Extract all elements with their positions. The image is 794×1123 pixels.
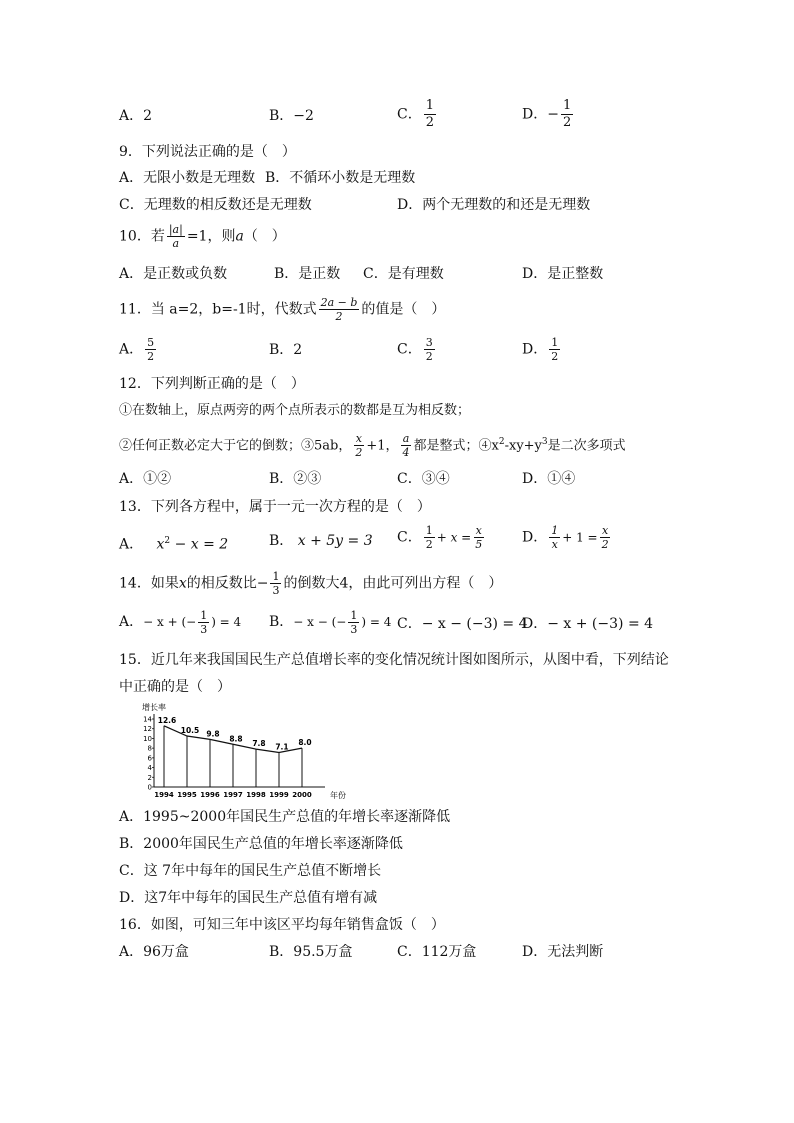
q12-option-a: A．①② bbox=[119, 471, 172, 487]
q16-option-c: C．112万盒 bbox=[397, 944, 477, 960]
option-label: B． bbox=[269, 614, 294, 630]
fraction bbox=[424, 98, 436, 131]
q13-stem: 13．下列各方程中，属于一元一次方程的是（ ） bbox=[119, 499, 431, 515]
q11-option-c bbox=[397, 336, 437, 363]
q13-option-b bbox=[269, 531, 373, 551]
equation: x + 5y = 3 bbox=[297, 533, 373, 549]
minus-sign: − bbox=[256, 575, 269, 592]
fraction bbox=[401, 432, 412, 459]
stem-suffix: 的倒数大4，由此可列出方程（ ） bbox=[283, 575, 503, 592]
exponent: 2 bbox=[498, 437, 505, 447]
q14-option-d: D．− x + (−3) = 4 bbox=[522, 616, 654, 632]
q11-stem bbox=[119, 296, 445, 323]
equation: + 1 = bbox=[562, 530, 598, 545]
fraction bbox=[198, 609, 209, 636]
equation: − x + (− bbox=[143, 615, 197, 629]
fraction bbox=[424, 336, 435, 363]
fraction-denominator: 3 bbox=[200, 623, 208, 636]
q9-option-c: C．无理数的相反数还是无理数 bbox=[119, 197, 312, 213]
fraction bbox=[353, 432, 364, 459]
fraction-numerator: 1 bbox=[551, 524, 559, 537]
answer-paren: （ ） bbox=[243, 228, 286, 245]
q13-option-a: A． $x^2 - x = 2$ bbox=[119, 536, 229, 553]
growth-rate-chart bbox=[140, 700, 355, 805]
stem-prefix: 11．当 a=2，b=-1时，代数式 bbox=[119, 301, 317, 318]
option-value: −2 bbox=[293, 108, 314, 124]
q12-option-c: C．③④ bbox=[397, 471, 450, 487]
y-tick-label: 2 bbox=[147, 773, 152, 782]
q16-stem: 16．如图，可知三年中该区平均每年销售盒饭（ ） bbox=[119, 917, 445, 933]
q16-option-d: D．无法判断 bbox=[522, 944, 604, 960]
data-label: 12.6 bbox=[157, 715, 177, 725]
q14-stem bbox=[119, 570, 502, 597]
fraction-denominator: 2 bbox=[425, 350, 433, 363]
option-label: A． bbox=[119, 614, 144, 630]
y-axis-label: 增长率 bbox=[142, 703, 166, 712]
q10-option-d: D．是正整数 bbox=[522, 266, 604, 282]
variable: a bbox=[235, 228, 244, 245]
x-tick-label: 1998 bbox=[246, 791, 266, 799]
option-value: 2 bbox=[143, 108, 153, 124]
fraction bbox=[319, 296, 360, 323]
fraction-denominator: a bbox=[172, 237, 180, 250]
option-label: C． bbox=[397, 341, 422, 358]
q9-option-b: B．不循环小数是无理数 bbox=[265, 170, 416, 186]
equation: ) = 4 bbox=[361, 615, 392, 629]
fraction-numerator: 5 bbox=[147, 336, 155, 349]
fraction-denominator: 2 bbox=[147, 350, 155, 363]
q15-stem-line1: 15．近几年来我国国民生产总值增长率的变化情况统计图如图所示，从图中看，下列结论 bbox=[119, 652, 669, 668]
stem-suffix: 的值是（ ） bbox=[361, 301, 446, 318]
q9-option-d: D．两个无理数的和还是无理数 bbox=[397, 197, 591, 213]
stem-text: 的相反数比 bbox=[186, 575, 257, 592]
fraction-denominator: 4 bbox=[402, 446, 410, 460]
data-label: 8.0 bbox=[298, 738, 312, 748]
q10-stem bbox=[119, 223, 286, 250]
variable: x bbox=[178, 575, 187, 592]
equation: ) = 4 bbox=[211, 615, 242, 629]
data-label: 8.8 bbox=[229, 734, 243, 744]
q9-stem: 9．下列说法正确的是（ ） bbox=[119, 144, 296, 160]
q10-option-a: A．是正数或负数 bbox=[119, 266, 228, 282]
option-label: A． bbox=[119, 536, 144, 553]
y-tick-label: 10 bbox=[143, 734, 152, 743]
q11-option-d bbox=[522, 336, 562, 363]
q10-option-c: C．是有理数 bbox=[363, 266, 444, 282]
option-label: A． bbox=[119, 108, 144, 124]
x-tick-label: 1999 bbox=[269, 791, 289, 799]
exponent: 3 bbox=[541, 437, 548, 447]
fraction-denominator: x bbox=[551, 538, 558, 551]
fraction-denominator: 2 bbox=[551, 350, 559, 363]
fraction bbox=[549, 336, 560, 363]
data-label: 9.8 bbox=[206, 729, 220, 739]
stem-prefix: 10．若 bbox=[119, 228, 165, 245]
x-axis-label: 年份 bbox=[330, 791, 346, 800]
fraction-denominator: 2 bbox=[355, 446, 363, 460]
statement-text: 都是整式；④x bbox=[413, 438, 499, 454]
q8-option-c bbox=[397, 98, 438, 131]
q12-statement-2 bbox=[119, 432, 626, 459]
q13-option-c bbox=[397, 524, 486, 551]
fraction-numerator: 1 bbox=[425, 524, 433, 537]
equation: + x = bbox=[436, 530, 472, 545]
fraction-denominator: 2 bbox=[562, 115, 572, 130]
fraction bbox=[167, 223, 185, 250]
option-label: D． bbox=[522, 529, 548, 546]
statement-text: +1， bbox=[366, 438, 399, 454]
minus-sign: − bbox=[547, 106, 559, 123]
q14-option-b bbox=[269, 609, 391, 636]
statement-text: -xy+y bbox=[504, 438, 542, 454]
fraction-numerator: a bbox=[402, 432, 410, 446]
fraction-numerator: 1 bbox=[350, 609, 358, 622]
x-tick-label: 1997 bbox=[223, 791, 243, 799]
fraction-denominator: 3 bbox=[272, 584, 280, 597]
q16-option-b: B．95.5万盒 bbox=[269, 944, 353, 960]
q12-statement-1: ①在数轴上，原点两旁的两个点所表示的数都是互为相反数； bbox=[119, 403, 471, 418]
y-tick-label: 8 bbox=[147, 744, 152, 753]
option-label: A． bbox=[119, 341, 144, 358]
q10-option-b: B．是正数 bbox=[274, 266, 341, 282]
fraction-numerator: 1 bbox=[551, 336, 559, 349]
equation: x bbox=[156, 536, 165, 553]
q8-option-d bbox=[522, 98, 575, 131]
x-tick-label: 2000 bbox=[292, 791, 312, 799]
q8-option-b bbox=[269, 106, 314, 126]
y-tick-label: 0 bbox=[147, 783, 152, 792]
q16-option-a: A．96万盒 bbox=[119, 944, 189, 960]
q14-option-a bbox=[119, 609, 241, 636]
q8-option-a bbox=[119, 106, 152, 126]
q11-option-a bbox=[119, 336, 158, 363]
fraction-denominator: 2 bbox=[601, 538, 609, 551]
fraction bbox=[145, 336, 156, 363]
q11-option-b: B．2 bbox=[269, 342, 303, 358]
y-tick-label: 12 bbox=[143, 725, 152, 734]
q12-option-d: D．①④ bbox=[522, 471, 576, 487]
q13-option-d bbox=[522, 524, 613, 551]
option-label: B． bbox=[269, 533, 294, 549]
option-label: C． bbox=[397, 529, 422, 546]
fraction-numerator: |a| bbox=[168, 223, 183, 236]
fraction-numerator: 3 bbox=[425, 336, 433, 349]
fraction-numerator: x bbox=[475, 524, 482, 537]
q15-option-b: B．2000年国民生产总值的年增长率逐渐降低 bbox=[119, 836, 403, 852]
q14-option-c: C．− x − (−3) = 4 bbox=[397, 616, 528, 632]
fraction bbox=[561, 98, 573, 131]
x-tick-label: 1995 bbox=[177, 791, 197, 799]
stem-suffix: =1，则 bbox=[186, 228, 236, 245]
fraction-denominator: 2 bbox=[335, 310, 343, 323]
fraction-denominator: 5 bbox=[475, 538, 483, 551]
fraction-numerator: 1 bbox=[425, 98, 434, 113]
data-label: 10.5 bbox=[180, 726, 200, 735]
equation: − x − (− bbox=[293, 615, 347, 629]
statement-text: ②任何正数必定大于它的倒数；③5ab， bbox=[119, 438, 352, 454]
equation: − x = 2 bbox=[170, 536, 229, 553]
q15-option-a: A．1995~2000年国民生产总值的年增长率逐渐降低 bbox=[119, 809, 451, 825]
q12-option-b: B．②③ bbox=[269, 471, 322, 487]
fraction-numerator: x bbox=[602, 524, 609, 537]
option-label: D． bbox=[522, 106, 548, 123]
y-tick-label: 14 bbox=[143, 715, 152, 724]
statement-text: 是二次多项式 bbox=[547, 438, 626, 454]
fraction bbox=[600, 524, 611, 551]
q9-option-a: A．无限小数是无理数 bbox=[119, 170, 256, 186]
fraction bbox=[270, 570, 281, 597]
fraction bbox=[348, 609, 359, 636]
option-label: D． bbox=[522, 341, 548, 358]
fraction-numerator: 1 bbox=[200, 609, 208, 622]
stem-prefix: 14．如果 bbox=[119, 575, 179, 592]
data-label: 7.8 bbox=[252, 739, 266, 749]
fraction-denominator: 3 bbox=[350, 623, 358, 636]
data-label: 7.1 bbox=[275, 742, 289, 752]
y-tick-label: 4 bbox=[147, 764, 152, 773]
fraction-denominator: 2 bbox=[425, 115, 434, 130]
x-tick-label: 1996 bbox=[200, 791, 220, 799]
q15-option-d: D．这7年中每年的国民生产总值有增有减 bbox=[119, 890, 378, 906]
fraction bbox=[549, 524, 560, 551]
q15-option-c: C．这 7年中每年的国民生产总值不断增长 bbox=[119, 863, 382, 879]
fraction-numerator: 1 bbox=[562, 98, 572, 113]
fraction bbox=[473, 524, 484, 551]
option-label: C． bbox=[397, 106, 422, 123]
option-label: B． bbox=[269, 108, 294, 124]
x-tick-label: 1994 bbox=[154, 791, 174, 799]
y-tick-label: 6 bbox=[147, 754, 152, 763]
fraction-denominator: 2 bbox=[425, 538, 433, 551]
q12-stem: 12．下列判断正确的是（ ） bbox=[119, 376, 305, 392]
fraction-numerator: 2a − b bbox=[320, 296, 358, 309]
q15-stem-line2: 中正确的是（ ） bbox=[119, 679, 231, 695]
fraction-numerator: x bbox=[355, 432, 362, 446]
fraction bbox=[424, 524, 435, 551]
fraction-numerator: 1 bbox=[272, 570, 280, 583]
